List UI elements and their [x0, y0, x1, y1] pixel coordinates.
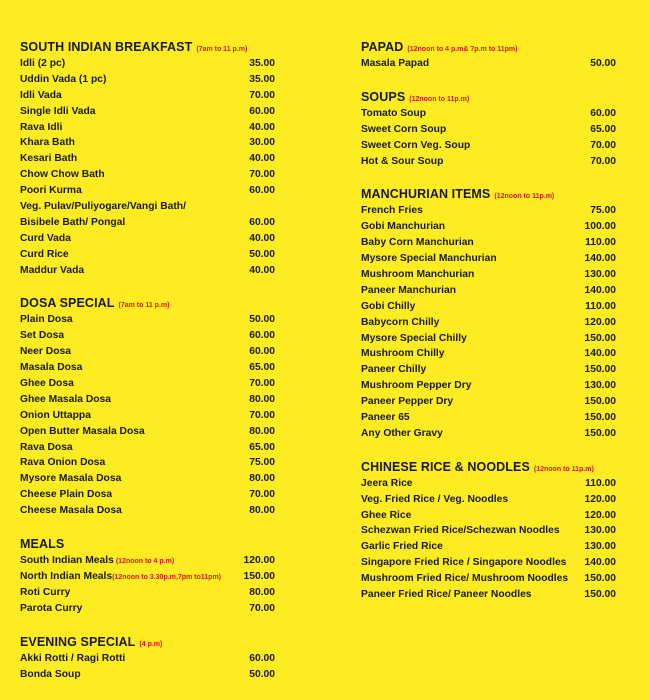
menu-section-south-indian-breakfast — [20, 40, 275, 280]
menu-item-name: Chow Chow Bath — [20, 169, 105, 181]
menu-item-name-group — [361, 510, 411, 521]
menu-item — [20, 217, 275, 233]
menu-item — [20, 185, 275, 201]
menu-item-name-group — [20, 330, 64, 341]
menu-section-evening-special — [20, 635, 275, 685]
menu-item — [361, 510, 616, 526]
menu-item-name: Tomato Soup — [361, 107, 427, 119]
menu-item — [361, 221, 616, 237]
menu-item — [361, 58, 616, 74]
menu-item-name-group — [361, 221, 445, 232]
menu-item-price: 40.00 — [249, 121, 275, 133]
menu-item — [361, 333, 616, 349]
menu-item-name: Garlic Fried Rice — [361, 541, 443, 553]
menu-item-name: Open Butter Masala Dosa — [20, 425, 145, 437]
menu-item-price: 140.00 — [584, 284, 616, 296]
section-timing-note: (7am to 11 p.m) — [196, 46, 248, 53]
menu-item-name: Kesari Bath — [20, 153, 78, 165]
menu-item-price: 150.00 — [243, 570, 275, 582]
menu-item-name: Ghee Rice — [361, 509, 412, 521]
menu-item-price: 100.00 — [584, 221, 616, 233]
menu-item — [20, 137, 275, 153]
menu-item-name: Bonda Soup — [20, 668, 81, 680]
menu-item — [20, 346, 275, 362]
section-header — [20, 296, 275, 313]
menu-item — [361, 364, 616, 380]
menu-item — [20, 106, 275, 122]
menu-item-name: Veg. Pulav/Puliyogare/Vangi Bath/ — [20, 201, 186, 213]
menu-column-right — [361, 40, 616, 621]
menu-item-price: 60.00 — [249, 652, 275, 664]
menu-item-price: 50.00 — [249, 248, 275, 260]
menu-item — [361, 494, 616, 510]
menu-item-price: 150.00 — [584, 396, 616, 408]
menu-item-name-group — [20, 249, 69, 260]
menu-item-price: 65.00 — [249, 441, 275, 453]
menu-item — [20, 58, 275, 74]
menu-item-name: North Indian Meals — [20, 570, 113, 582]
menu-item — [20, 571, 275, 587]
menu-item — [20, 603, 275, 619]
menu-item-name-group — [20, 442, 73, 453]
menu-item-name-group — [20, 106, 96, 117]
menu-item-price: 150.00 — [584, 364, 616, 376]
menu-item-price: 60.00 — [249, 330, 275, 342]
menu-item-price: 60.00 — [249, 105, 275, 117]
menu-item — [20, 489, 275, 505]
section-title: CHINESE RICE & NOODLES — [361, 459, 530, 474]
menu-item-price: 150.00 — [584, 332, 616, 344]
menu-item-name-group — [361, 253, 497, 264]
menu-item-name: Cheese Plain Dosa — [20, 489, 113, 501]
menu-item-name-group — [20, 217, 125, 228]
menu-item-price: 40.00 — [249, 232, 275, 244]
section-timing-note: (12noon to 11p.m) — [533, 465, 594, 473]
menu-item-price: 70.00 — [249, 409, 275, 421]
menu-item-price: 70.00 — [249, 378, 275, 390]
menu-item — [20, 442, 275, 458]
menu-item-name-group — [361, 396, 453, 407]
menu-item — [361, 285, 616, 301]
menu-item-name: Mysore Special Manchurian — [361, 253, 497, 265]
menu-item-name-group — [20, 489, 112, 500]
section-timing-note: (12noon to 11p.m) — [494, 193, 555, 201]
menu-item-price: 60.00 — [249, 185, 275, 197]
menu-item-price: 140.00 — [584, 253, 616, 265]
menu-item-price: 110.00 — [585, 300, 616, 312]
menu-item — [20, 410, 275, 426]
menu-item-name: Maddur Vada — [20, 264, 85, 276]
menu-item — [361, 557, 616, 573]
menu-section-meals — [20, 537, 275, 619]
menu-item-price: 35.00 — [249, 73, 275, 85]
menu-item-name-group — [20, 314, 73, 325]
menu-item — [20, 587, 275, 603]
menu-item-name: Paneer Fried Rice/ Paneer Noodles — [361, 589, 532, 601]
menu-item-price: 35.00 — [249, 58, 275, 69]
menu-item — [20, 201, 275, 217]
menu-item-name: Poori Kurma — [20, 185, 82, 197]
menu-item-name: Cheese Masala Dosa — [20, 505, 122, 517]
menu-item-name: Mushroom Chilly — [361, 348, 445, 360]
menu-item-name: Paneer Chilly — [361, 364, 427, 376]
menu-item-name-group — [20, 362, 82, 373]
menu-item — [361, 301, 616, 317]
menu-item-name: Bisibele Bath/ Pongal — [20, 216, 126, 228]
menu-item-name-group — [361, 541, 443, 552]
menu-item-name-group — [20, 90, 62, 101]
menu-item-price: 130.00 — [584, 269, 616, 281]
menu-item-name-group — [361, 478, 413, 489]
menu-item — [361, 412, 616, 428]
menu-column-left — [20, 40, 275, 700]
menu-item-name: Hot & Sour Soup — [361, 155, 444, 167]
menu-item-name: Paneer Manchurian — [361, 284, 456, 296]
section-title: SOUTH INDIAN BREAKFAST — [20, 40, 193, 54]
menu-item — [361, 108, 616, 124]
section-header — [361, 187, 616, 204]
menu-item — [361, 589, 616, 605]
menu-item — [361, 478, 616, 494]
section-header — [20, 635, 275, 652]
section-header — [20, 40, 275, 57]
menu-item-name: Neer Dosa — [20, 346, 71, 358]
menu-item — [361, 396, 616, 412]
menu-item — [20, 473, 275, 489]
menu-item-name-group — [20, 669, 81, 680]
menu-item-price: 60.00 — [249, 216, 275, 228]
menu-item-name: Paneer Pepper Dry — [361, 396, 454, 408]
menu-item — [20, 169, 275, 185]
menu-item-name-group — [361, 380, 471, 391]
section-title: MEALS — [20, 537, 65, 552]
menu-item-name: Mushroom Manchurian — [361, 269, 475, 281]
menu-item-name-group — [20, 653, 125, 664]
menu-item-price: 80.00 — [249, 393, 275, 405]
menu-item-price: 75.00 — [249, 457, 275, 469]
menu-item-name-group — [361, 317, 439, 328]
menu-item-name-group — [20, 346, 71, 357]
menu-item-name-group — [361, 412, 410, 423]
menu-item-name: Veg. Fried Rice / Veg. Noodles — [361, 493, 509, 505]
menu-item-price: 70.00 — [590, 155, 616, 167]
menu-item-name-group — [361, 140, 470, 151]
menu-item-price: 65.00 — [590, 123, 616, 135]
section-timing-note: (4 p.m) — [139, 640, 163, 648]
menu-item-price: 80.00 — [249, 586, 275, 598]
menu-item-name-group — [20, 233, 71, 244]
menu-item-name: Onion Uttappa — [20, 409, 91, 421]
menu-item-price: 70.00 — [249, 602, 275, 614]
menu-item-name: Singapore Fried Rice / Singapore Noodles — [361, 557, 567, 569]
menu-item-price: 150.00 — [584, 573, 616, 585]
menu-item — [20, 555, 275, 571]
menu-item-name: Paneer 65 — [361, 412, 410, 424]
menu-item-name-group — [361, 124, 446, 135]
section-title: PAPAD — [361, 40, 404, 54]
menu-item-name-group — [361, 348, 445, 359]
menu-item-name: South Indian Meals — [20, 555, 114, 567]
menu-item-name-group — [20, 587, 70, 598]
menu-item — [361, 269, 616, 285]
menu-item — [20, 233, 275, 249]
menu-item-price: 40.00 — [249, 264, 275, 276]
menu-item-name-group — [20, 505, 122, 516]
menu-item-name-group — [361, 525, 560, 536]
menu-item-price: 120.00 — [584, 316, 616, 328]
menu-section-papad — [361, 40, 616, 74]
menu-item-name-group — [20, 457, 105, 468]
menu-item-price: 50.00 — [590, 58, 616, 69]
section-title: EVENING SPECIAL — [20, 634, 136, 649]
menu-item — [20, 265, 275, 281]
menu-item — [361, 205, 616, 221]
menu-item-price: 65.00 — [249, 362, 275, 374]
menu-item-name: Roti Curry — [20, 586, 71, 598]
menu-item-name: Set Dosa — [20, 330, 65, 342]
menu-item-price: 120.00 — [584, 509, 616, 521]
menu-item-price: 70.00 — [590, 139, 616, 151]
section-title: MANCHURIAN ITEMS — [361, 187, 491, 202]
menu-item-price: 80.00 — [249, 473, 275, 485]
menu-section-manchurian-items — [361, 187, 616, 443]
menu-item — [361, 253, 616, 269]
menu-item-name-group — [20, 58, 65, 69]
menu-item-price: 50.00 — [249, 314, 275, 326]
menu-item-name: Parota Curry — [20, 602, 83, 614]
menu-item-name: Rava Dosa — [20, 441, 73, 453]
menu-item-name-group — [361, 589, 532, 600]
section-title: SOUPS — [361, 89, 406, 104]
menu-item-name-group — [20, 571, 221, 582]
menu-item-name: Ghee Dosa — [20, 378, 74, 390]
menu-item — [361, 317, 616, 333]
section-header — [20, 537, 275, 554]
menu-item-name-group — [20, 473, 121, 484]
menu-item-name: Mushroom Pepper Dry — [361, 380, 472, 392]
menu-item — [20, 122, 275, 138]
menu-item-name: Baby Corn Manchurian — [361, 237, 474, 249]
menu-item-name: Idli Vada — [20, 89, 62, 101]
menu-item — [20, 394, 275, 410]
menu-item — [20, 669, 275, 685]
menu-item-name-group — [361, 108, 426, 119]
menu-item-price: 130.00 — [584, 541, 616, 553]
menu-item-price: 50.00 — [249, 668, 275, 680]
menu-item-name-group — [20, 153, 77, 164]
menu-item-name: Mushroom Fried Rice/ Mushroom Noodles — [361, 573, 569, 585]
menu-item-name-group — [20, 122, 62, 133]
menu-item — [361, 348, 616, 364]
menu-item-price: 75.00 — [590, 205, 616, 217]
menu-section-chinese-rice-and-noodles — [361, 460, 616, 605]
menu-item-name: Rava Onion Dosa — [20, 457, 106, 469]
menu-item-name-group — [20, 426, 145, 437]
menu-item-name: Akki Rotti / Ragi Rotti — [20, 652, 126, 664]
menu-item-price: 60.00 — [249, 346, 275, 358]
menu-item-name: Plain Dosa — [20, 314, 73, 326]
menu-item-name: Mysore Special Chilly — [361, 332, 467, 344]
menu-item — [20, 90, 275, 106]
menu-item-name: Curd Rice — [20, 248, 69, 260]
menu-item-price: 120.00 — [584, 493, 616, 505]
menu-item-price: 130.00 — [584, 525, 616, 537]
menu-item — [361, 525, 616, 541]
menu-item-name-group — [361, 205, 423, 216]
menu-item-name-group — [20, 603, 82, 614]
menu-item-name: Sweet Corn Soup — [361, 123, 447, 135]
menu-item-price: 120.00 — [243, 555, 275, 567]
menu-item-name-group — [20, 201, 186, 212]
menu-item-name-group — [361, 237, 474, 248]
menu-item-name: Jeera Rice — [361, 477, 413, 489]
menu-item — [20, 314, 275, 330]
menu-item — [20, 378, 275, 394]
menu-item-name-group — [361, 269, 474, 280]
menu-item — [20, 362, 275, 378]
menu-item — [20, 505, 275, 521]
menu-item — [20, 330, 275, 346]
menu-item — [20, 426, 275, 442]
menu-item-name-group — [361, 494, 508, 505]
menu-item — [361, 428, 616, 444]
menu-item-name: Schezwan Fried Rice/Schezwan Noodles — [361, 525, 560, 537]
section-header — [361, 40, 616, 57]
menu-item — [361, 124, 616, 140]
menu-item-name-group — [20, 410, 91, 421]
menu-item-name-group — [361, 364, 426, 375]
menu-item-name-group — [361, 573, 568, 584]
menu-item-timing-note: (12noon to 4 p.m) — [115, 558, 175, 566]
menu-item-name-group — [20, 169, 105, 180]
menu-item-name: French Fries — [361, 205, 423, 217]
menu-item-price: 110.00 — [585, 237, 616, 249]
menu-item-name: Gobi Manchurian — [361, 221, 446, 233]
menu-item-name: Sweet Corn Veg. Soup — [361, 139, 471, 151]
menu-item-price: 60.00 — [590, 107, 616, 119]
menu-item — [20, 653, 275, 669]
section-header — [361, 90, 616, 107]
menu-item — [361, 140, 616, 156]
menu-item-name: Rava Idli — [20, 121, 63, 133]
menu-item-price: 130.00 — [584, 380, 616, 392]
menu-item-name: Uddin Vada (1 pc) — [20, 73, 107, 85]
menu-item-name: Single Idli Vada — [20, 105, 96, 117]
menu-item — [361, 156, 616, 172]
menu-item-name-group — [361, 333, 467, 344]
menu-item-name-group — [20, 74, 106, 85]
menu-item-price: 70.00 — [249, 169, 275, 181]
menu-item-name-group — [361, 285, 456, 296]
menu-item-name: Masala Dosa — [20, 362, 83, 374]
menu-item-name: Curd Vada — [20, 232, 71, 244]
menu-item-name-group — [20, 555, 174, 566]
menu-item-price: 150.00 — [584, 412, 616, 424]
menu-item-name-group — [20, 394, 111, 405]
menu-item-price: 30.00 — [249, 137, 275, 149]
menu-item-timing-note: (12noon to 3.30p.m,7pm to11pm) — [112, 573, 222, 581]
section-title: DOSA SPECIAL — [20, 296, 115, 311]
menu-item-name-group — [361, 58, 429, 69]
menu-item-price: 110.00 — [585, 477, 616, 489]
section-timing-note: (12noon to 11p.m) — [409, 95, 470, 103]
menu-item — [20, 153, 275, 169]
menu-item — [361, 573, 616, 589]
menu-item — [361, 380, 616, 396]
menu-item-price: 150.00 — [584, 589, 616, 601]
menu-item-name-group — [20, 137, 75, 148]
menu-item-name: Masala Papad — [361, 58, 430, 69]
menu-item-name: Khara Bath — [20, 137, 75, 149]
section-timing-note: (12noon to 4 p.m& 7p.m to 11pm) — [407, 46, 518, 53]
menu-section-soups — [361, 90, 616, 172]
menu-item-price: 80.00 — [249, 425, 275, 437]
menu-item-name: Any Other Gravy — [361, 427, 443, 439]
menu-item-name-group — [20, 185, 82, 196]
menu-item-name-group — [361, 301, 415, 312]
menu-item-price: 70.00 — [249, 89, 275, 101]
menu-item-name-group — [361, 557, 566, 568]
menu-item-name: Mysore Masala Dosa — [20, 473, 122, 485]
menu-item-name: Idli (2 pc) — [20, 58, 66, 69]
menu-item-name: Gobi Chilly — [361, 300, 416, 312]
menu-item-price: 70.00 — [249, 489, 275, 501]
section-timing-note: (7am to 11 p.m) — [118, 302, 170, 310]
menu-item-name-group — [361, 428, 443, 439]
menu-item — [361, 541, 616, 557]
menu-item-name-group — [20, 378, 74, 389]
menu-item-name: Ghee Masala Dosa — [20, 393, 111, 405]
menu-section-dosa-special — [20, 296, 275, 521]
menu-item — [361, 237, 616, 253]
menu-item-price: 40.00 — [249, 153, 275, 165]
menu-item-name-group — [20, 265, 84, 276]
menu-item-price: 80.00 — [249, 505, 275, 517]
menu-item — [20, 249, 275, 265]
section-header — [361, 460, 616, 477]
menu-item — [20, 457, 275, 473]
menu-item-price: 140.00 — [584, 557, 616, 569]
menu-item-name-group — [361, 156, 443, 167]
menu-item — [20, 74, 275, 90]
menu-item-price: 140.00 — [584, 348, 616, 360]
menu-item-price: 150.00 — [584, 427, 616, 439]
menu-item-name: Babycorn Chilly — [361, 316, 440, 328]
